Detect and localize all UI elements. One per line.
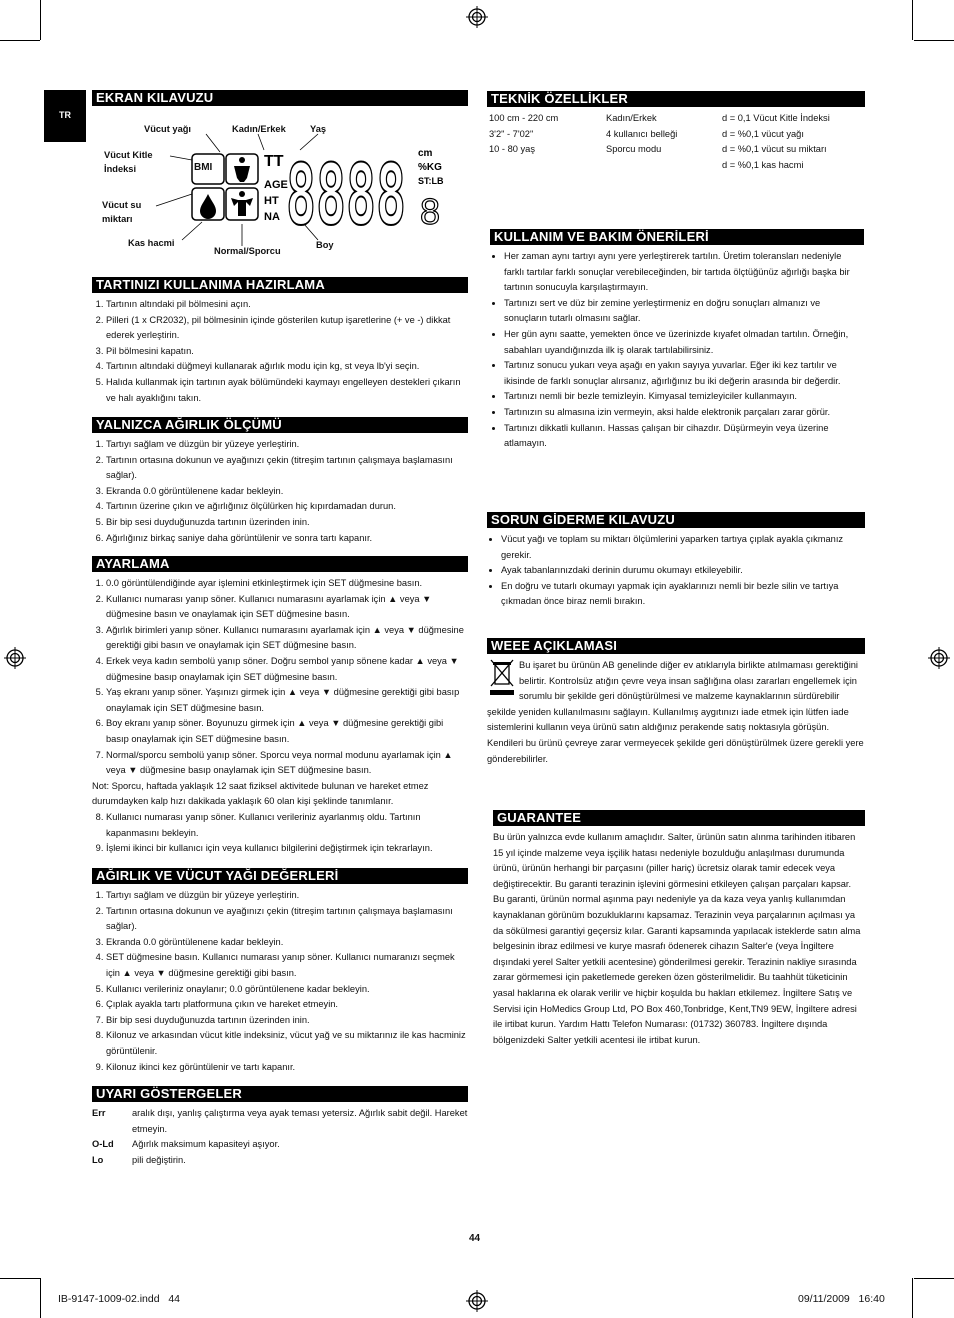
settings-section (92, 556, 468, 857)
section-heading: YALNIZCA AĞIRLIK ÖLÇÜMÜ (92, 417, 468, 433)
footer-file-info: IB-9147-1009-02.indd 44 (58, 1293, 181, 1305)
spec-value: d = %0,1 kas hacmi (722, 159, 804, 170)
spec-value: 100 cm - 220 cm (489, 113, 559, 123)
label-normal-athlete: Normal/Sporcu (214, 246, 281, 256)
spec-value: Sporcu modu (606, 144, 662, 155)
warning-row (92, 1137, 468, 1153)
list-item: 5. Yaş ekranı yanıp söner. Yaşınızı girmek için ▲ veya ▼ düğmesine gerektiği gibi basıp onaylamak için SET düğmesine basın. (106, 685, 468, 716)
lcd-age-text: AGE (264, 179, 288, 191)
crop-mark (40, 1278, 41, 1318)
list-item: 1. Tartının altındaki pil bölmesini açın. (106, 297, 468, 313)
section-heading: TEKNİK ÖZELLİKLER (487, 91, 865, 107)
warning-text: pili değiştirin. (132, 1154, 186, 1165)
troubleshoot-list (487, 532, 865, 610)
label-water: Vücut su miktarı (102, 200, 142, 224)
list-item: 5. Kullanıcı verileriniz onaylanır; 0.0 görüntülenene kadar bekleyin. (106, 982, 468, 998)
list-item: 8. Kullanıcı numarası yanıp söner. Kullanıcı verileriniz ayarlanmış oldu. Tartının kapanmasını bekleyin. (106, 810, 468, 841)
warnings-table (92, 1106, 468, 1168)
care-list (490, 249, 864, 452)
settings-list-continued (92, 810, 468, 857)
list-item: 6. Çıplak ayakla tartı platformuna çıkın ve hareket etmeyin. (106, 997, 468, 1013)
settings-list (92, 576, 468, 779)
list-item: • Vücut yağı ve toplam su miktarı ölçümlerini yaparken tartıya çıplak ayakla çıkmanız gerekir. (501, 532, 865, 563)
warning-code: Lo (92, 1154, 104, 1165)
lcd-digits: 8888 (286, 146, 406, 244)
section-heading: GUARANTEE (493, 810, 865, 826)
warning-text: aralık dışı, yanlış çalıştırma veya ayak teması yetersiz. Ağırlık sabit değil. Hareket etmeyin. (132, 1108, 468, 1134)
warning-text: Ağırlık maksimum kapasiteyi aşıyor. (132, 1139, 280, 1150)
spec-value: 3'2" - 7'02" (489, 128, 534, 139)
crop-mark (912, 0, 913, 40)
section-heading: KULLANIM VE BAKIM ÖNERİLERİ (490, 229, 864, 245)
prepare-section (92, 277, 468, 406)
list-item: 4. Erkek veya kadın sembolü yanıp söner. Doğru sembol yanıp sönene kadar ▲ veya ▼ düğmesine basıp onaylamak için SET düğmesine basın. (106, 654, 468, 685)
list-item: 9. İşlemi ikinci bir kullanıcı için veya kullanıcı bilgilerini değiştirmek için tekrarlayın. (106, 841, 468, 857)
lcd-display (92, 112, 468, 262)
list-item: 5. Halıda kullanmak için tartının ayak bölümündeki kaymayı engelleyen destekleri çıkarın ve halı ayaklığını takın. (106, 375, 468, 406)
settings-note: Not: Sporcu, haftada yaklaşık 12 saat fiziksel aktivitede bulunan ve hareket etmez durumdayken kalp hızı dakikada yaklaşık 60 olan kişi şeklinde tanımlanır. (92, 780, 429, 807)
lcd-ht-text: HT (264, 195, 279, 207)
list-item: • Her gün aynı saatte, yemekten önce ve üzerinizde kıyafet olmadan tartılın. Örneğin, sabahları uyandığınızda ilk iş olarak tartılabilirsiniz. (504, 327, 864, 358)
lcd-na-text: NA (264, 211, 280, 223)
list-item: • Tartınızı dikkatli kullanın. Hassas çalışan bir cihazdır. Düşürmeyin veya üzerine atlamayın. (504, 421, 864, 452)
label-age: Yaş (310, 124, 327, 134)
list-item: 4. Tartının üzerine çıkın ve ağırlığınız ölçülürken hiç kıpırdamadan durun. (106, 499, 468, 515)
section-heading: EKRAN KILAVUZU (92, 90, 468, 106)
list-item: • Ayak tabanlarınızdaki derinin durumu okumayı etkileyebilir. (501, 563, 865, 579)
spec-value: 4 kullanıcı belleği (606, 128, 678, 139)
guarantee-section (493, 810, 865, 1048)
spec-value: 10 - 80 yaş (489, 144, 535, 155)
list-item: 7. Normal/sporcu sembolü yanıp söner. Sporcu veya normal modunu ayarlamak için ▲ veya ▼ düğmesine basıp onaylamak için SET düğmesine basın. (106, 748, 468, 779)
prepare-list (92, 297, 468, 406)
list-item: 6. Ağırlığınız birkaç saniye daha görüntülenir ve sonra tartı kapanır. (106, 531, 468, 547)
list-item: 5. Bir bip sesi duyduğunuzda tartının üzerinden inin. (106, 515, 468, 531)
specs-col-2 (606, 111, 677, 158)
list-item: 3. Pil bölmesini kapatın. (106, 344, 468, 360)
registration-mark-icon (4, 647, 26, 669)
weight-only-list (92, 437, 468, 546)
section-heading: TARTINIZI KULLANIMA HAZIRLAMA (92, 277, 468, 293)
list-item: 7. Bir bip sesi duyduğunuzda tartının üzerinden inin. (106, 1013, 468, 1029)
footer-timestamp: 09/11/2009 16:40 (798, 1293, 885, 1305)
lcd-unit-cm: cm (418, 148, 433, 159)
list-item: • Her zaman aynı tartıyı aynı yere yerleştirerek tartılın. Üretim toleransları nedeniyle farklı tartılar farklı sonuçlar verebileceğinden, bir tartıda ölçtüğünüz ağırlığı başka bir tartının sonucuyla karşılaştırmayın. (504, 249, 864, 296)
lcd-unit-kg: %KG (418, 162, 442, 173)
list-item: • Tartınızı nemli bir bezle temizleyin. Kimyasal temizleyiciler kullanmayın. (504, 389, 864, 405)
label-body-fat: Vücut yağı (144, 124, 192, 134)
list-item: • Tartınızı sert ve düz bir zemine yerleştirmeniz en doğru sonuçları almanızı ve sonuçların tutarlı olmasını sağlar. (504, 296, 864, 327)
guarantee-text: Bu ürün yalnızca evde kullanım amaçlıdır. Salter, ürünün satın alınma tarihinden itibaren 15 yıl içinde malzeme veya işçilik hatası nedeniyle bozulduğu anlaşılması durumunda ürünü, ürünün herhangi bir parçasını (piller hariç) ücretsiz olarak tamir edecek veya değiştirecektir. Bu garanti terazinin işlevini görmesini etkileyen çalışan parçaları kapsar. Bu garanti, ürünün normal aşınma payı nedeniyle ya da kaza veya yanlış kullanımdan kaynaklanan görünüm bozukluklarını kapsamaz. Terazinin veya parçalarının açılması ya da sökülmesi garantiyi geçersiz kılar. Garanti kapsamında yapılacak isteklerde satın alma belgesinin ibraz edilmesi ve kurye masrafı ödenerek cihazın Salter'e (veya İngiltere dışındaki yerel Salter yetkili acentesine) gönderilmesi gerekir. Terazinin nakliye sırasında zarar görmemesi için paketlemede gereken özen gösterilmelidir. Bu taahhüt tüketicinin yasal haklarına ek olarak verilir ve hiçbir koşulda bu hakları etkilemez. İngiltere Satış ve Servisi için HoMedics Group Ltd, PO Box 460,Tonbridge, Kent,TN9 9EW, İngiltere adresi ile irtibat kurun. Yardım Hattı Telefon Numarası: (01732) 360783. İngiltere dışında bölgenizdeki Salter yetkili acentesi ile irtibat kurun. (493, 832, 861, 1045)
list-item: 9. Kilonuz ikinci kez görüntülenir ve tartı kapanır. (106, 1060, 468, 1076)
registration-mark-icon (466, 6, 488, 28)
label-height: Boy (316, 240, 334, 250)
spec-value: d = %0,1 vücut su miktarı (722, 144, 827, 155)
list-item: 4. SET düğmesine basın. Kullanıcı numarası yanıp söner. Kullanıcı numaranızı seçmek için ▲ veya ▼ düğmesine gerektiği gibi basın. (106, 950, 468, 981)
list-item: 3. Ağırlık birimleri yanıp söner. Kullanıcı numarasını ayarlamak için ▲ veya ▼ düğmesine gerektiği gibi basın ve onaylamak için SET düğmesine basın. (106, 623, 468, 654)
section-heading: AYARLAMA (92, 556, 468, 572)
label-muscle: Kas hacmi (128, 238, 175, 248)
section-heading: UYARI GÖSTERGELER (92, 1086, 468, 1102)
weight-only-section (92, 417, 468, 546)
weight-fat-section (92, 868, 468, 1075)
crop-mark (912, 1278, 913, 1318)
crop-mark (914, 1278, 954, 1279)
list-item: 3. Ekranda 0.0 görüntülenene kadar bekleyin. (106, 484, 468, 500)
crop-mark (0, 1278, 40, 1279)
weee-text: Bu işaret bu ürünün AB genelinde diğer ev atıklarıyla birlikte atılmaması gerektiğini belirtir. Kontrolsüz atığın çevre veya insan sağlığına olası zararları engellemek için sorumlu bir şekilde geri dönüştürülmesi ve malzeme kaynaklarının sürdürebilir şekilde yeniden kullanılmasını sağlayın. Kullanılmış aygıtınızı iade etmek için lütfen iade sistemlerini kullanın veya ürünü satın aldığınız perakende satış noktasıyla görüşün. Kendileri bu ürünü çevreye zarar vermeyecek şekilde geri dönüştürülmek üzere gerekli yere gönderebilirler. (487, 660, 864, 764)
weight-fat-list (92, 888, 468, 1075)
lcd-tt-text: TT (264, 153, 284, 170)
weee-body (487, 658, 865, 767)
screen-guide-section (92, 90, 468, 106)
crop-mark (0, 40, 40, 41)
list-item: • Tartınız sonucu yukarı veya aşağı en yakın sayıya yuvarlar. Eğer iki kez tartılır ve ikisinde de farklı sonuçlar alırsanız, ağırlığınız bu iki değerin arasında bir değerdir. (504, 358, 864, 389)
list-item: 1. 0.0 görüntülendiğinde ayar işlemini etkinleştirmek için SET düğmesine basın. (106, 576, 468, 592)
warning-row (92, 1153, 468, 1169)
specs-col-3 (722, 111, 830, 173)
weee-section (487, 638, 865, 767)
section-heading: WEEE AÇIKLAMASI (487, 638, 865, 654)
list-item: 2. Tartının ortasına dokunun ve ayağınızı çekin (titreşim tartının çalışmaya başlamasını sağlar). (106, 904, 468, 935)
specs-section (487, 91, 865, 107)
spec-value: d = %0,1 vücut yağı (722, 128, 804, 139)
spec-value: d = 0,1 Vücut Kitle İndeksi (722, 113, 830, 123)
section-heading: SORUN GİDERME KILAVUZU (487, 512, 865, 528)
list-item: 1. Tartıyı sağlam ve düzgün bir yüzeye yerleştirin. (106, 437, 468, 453)
list-item: • Tartınızın su almasına izin vermeyin, aksi halde elektronik parçaları zarar görür. (504, 405, 864, 421)
warning-code: O-Ld (92, 1139, 114, 1150)
crossed-bin-icon (489, 658, 515, 698)
label-female-male: Kadın/Erkek (232, 124, 286, 134)
list-item: 2. Tartının ortasına dokunun ve ayağınızı çekin (titreşim tartının çalışmaya başlamasını sağlar). (106, 453, 468, 484)
page-number: 44 (469, 1233, 481, 1244)
troubleshoot-section (487, 512, 865, 610)
list-item: • En doğru ve tutarlı okumayı yapmak için ayaklarınızı nemli bir bezle silin ve tartıya çıkmadan önce biraz nemli bırakın. (501, 579, 865, 610)
lcd-unit-stlb: ST:LB (418, 176, 444, 186)
list-item: 8. Kilonuz ve arkasından vücut kitle indeksiniz, vücut yağ ve su miktarınız ile kas hacminiz görüntülenir. (106, 1028, 468, 1059)
spec-value: Kadın/Erkek (606, 113, 657, 123)
warning-code: Err (92, 1108, 106, 1118)
list-item: 4. Tartının altındaki düğmeyi kullanarak ağırlık modu için kg, st veya lb'yi seçin. (106, 359, 468, 375)
section-heading: AĞIRLIK VE VÜCUT YAĞI DEĞERLERİ (92, 868, 468, 884)
warning-row (92, 1106, 468, 1137)
lcd-diagram (92, 112, 468, 262)
list-item: 2. Kullanıcı numarası yanıp söner. Kullanıcı numarasını ayarlamak için ▲ veya ▼ düğmesine basın ve onaylamak için SET düğmesine basın. (106, 592, 468, 623)
crop-mark (914, 40, 954, 41)
registration-mark-icon (466, 1290, 488, 1312)
list-item: 1. Tartıyı sağlam ve düzgün bir yüzeye yerleştirin. (106, 888, 468, 904)
list-item: 3. Ekranda 0.0 görüntülenene kadar bekleyin. (106, 935, 468, 951)
care-section (490, 229, 864, 452)
warnings-section (92, 1086, 468, 1168)
registration-mark-icon (928, 647, 950, 669)
specs-col-1 (489, 111, 558, 158)
svg-text:8: 8 (420, 191, 441, 232)
list-item: 6. Boy ekranı yanıp söner. Boyunuzu girmek için ▲ veya ▼ düğmesine gerektiği gibi basıp onaylamak için SET düğmesine basın. (106, 716, 468, 747)
label-bmi: Vücut Kitle İndeksi (104, 150, 153, 174)
crop-mark (40, 0, 41, 40)
lcd-bmi-text: BMI (194, 162, 213, 173)
language-tab: TR (44, 90, 86, 142)
list-item: 2. Pilleri (1 x CR2032), pil bölmesinin içinde gösterilen kutup işaretlerine (+ ve -) dikkat ederek yerleştirin. (106, 313, 468, 344)
